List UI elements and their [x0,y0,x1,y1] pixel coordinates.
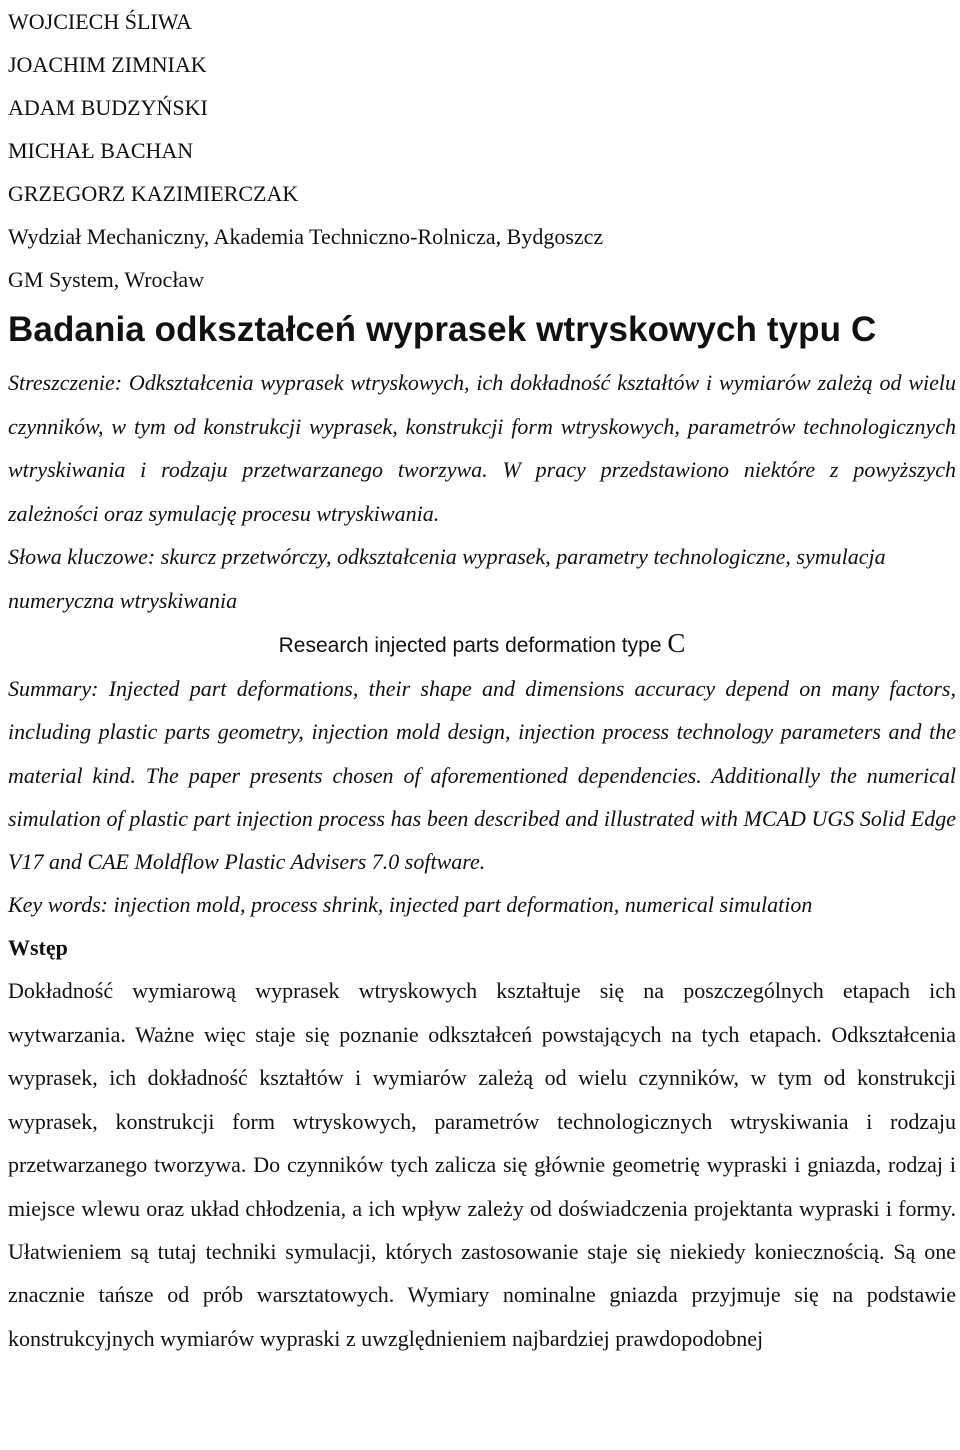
abstract-polish: Streszczenie: Odkształcenia wyprasek wtryskowych, ich dokładność kształtów i wymiarów zależą od wielu czynników, w tym od konstrukcji wyprasek, konstrukcji form wtryskowych, parametrów technologicznych wtryskiwania i rodzaju przetwarzanego tworzywa. W pracy przedstawiono niektóre z powyższych zależności oraz symulację procesu wtryskiwania. [8,370,956,526]
affiliation: GM System, Wrocław [8,267,205,292]
affiliation-list [8,215,956,301]
author-name: MICHAŁ BACHAN [8,138,194,163]
section-heading: Wstęp [8,935,68,961]
affiliation: Wydział Mechaniczny, Akademia Techniczno-Rolnicza, Bydgoszcz [8,224,604,249]
paper-page [8,0,956,1360]
keywords-english: Key words: injection mold, process shrink, injected part deformation, numerical simulation [8,892,813,918]
paper-title: Badania odkształceń wyprasek wtryskowych typu C [8,310,877,349]
author-name: WOJCIECH ŚLIWA [8,9,192,34]
english-title-letter: C [667,628,686,658]
author-name: ADAM BUDZYŃSKI [8,95,208,120]
keywords-polish: Słowa kluczowe: skurcz przetwórczy, odkształcenia wyprasek, parametry technologiczne, symulacja numeryczna wtryskiwania [8,544,886,613]
author-name: GRZEGORZ KAZIMIERCZAK [8,181,299,206]
summary-english: Summary: Injected part deformations, their shape and dimensions accuracy depend on many factors, including plastic parts geometry, injection mold design, injection process technology parameters and the material kind. The paper presents chosen of aforementioned dependencies. Additionally the numerical simulation of plastic part injection process has been described and illustrated with MCAD UGS Solid Edge V17 and CAE Moldflow Plastic Advisers 7.0 software. [8,676,956,875]
author-list [8,0,956,215]
english-title [8,622,956,667]
author-name: JOACHIM ZIMNIAK [8,52,207,77]
english-title-text: Research injected parts deformation type [278,634,662,657]
intro-paragraph: Dokładność wymiarową wyprasek wtryskowych kształtuje się na poszczególnych etapach ich wytwarzania. Ważne więc staje się poznanie odkształceń powstających na tych etapach. Odkształcenia wyprasek, ich dokładność kształtów i wymiarów zależą od wielu czynników, w tym od konstrukcji wyprasek, konstrukcji form wtryskowych, parametrów technologicznych wtryskiwania i rodzaju przetwarzanego tworzywa. Do czynników tych zalicza się głównie geometrię wypraski i gniazda, rodzaj i miejsce wlewu oraz układ chłodzenia, a ich wpływ zależy od doświadczenia projektanta wypraski i formy. Ułatwieniem są tutaj techniki symulacji, których zastosowanie staje się niekiedy koniecznością. Są one znacznie tańsze od prób warsztatowych. Wymiary nominalne gniazda przyjmuje się na podstawie konstrukcyjnych wymiarów wypraski z uwzględnieniem najbardziej prawdopodobnej [8,978,956,1351]
